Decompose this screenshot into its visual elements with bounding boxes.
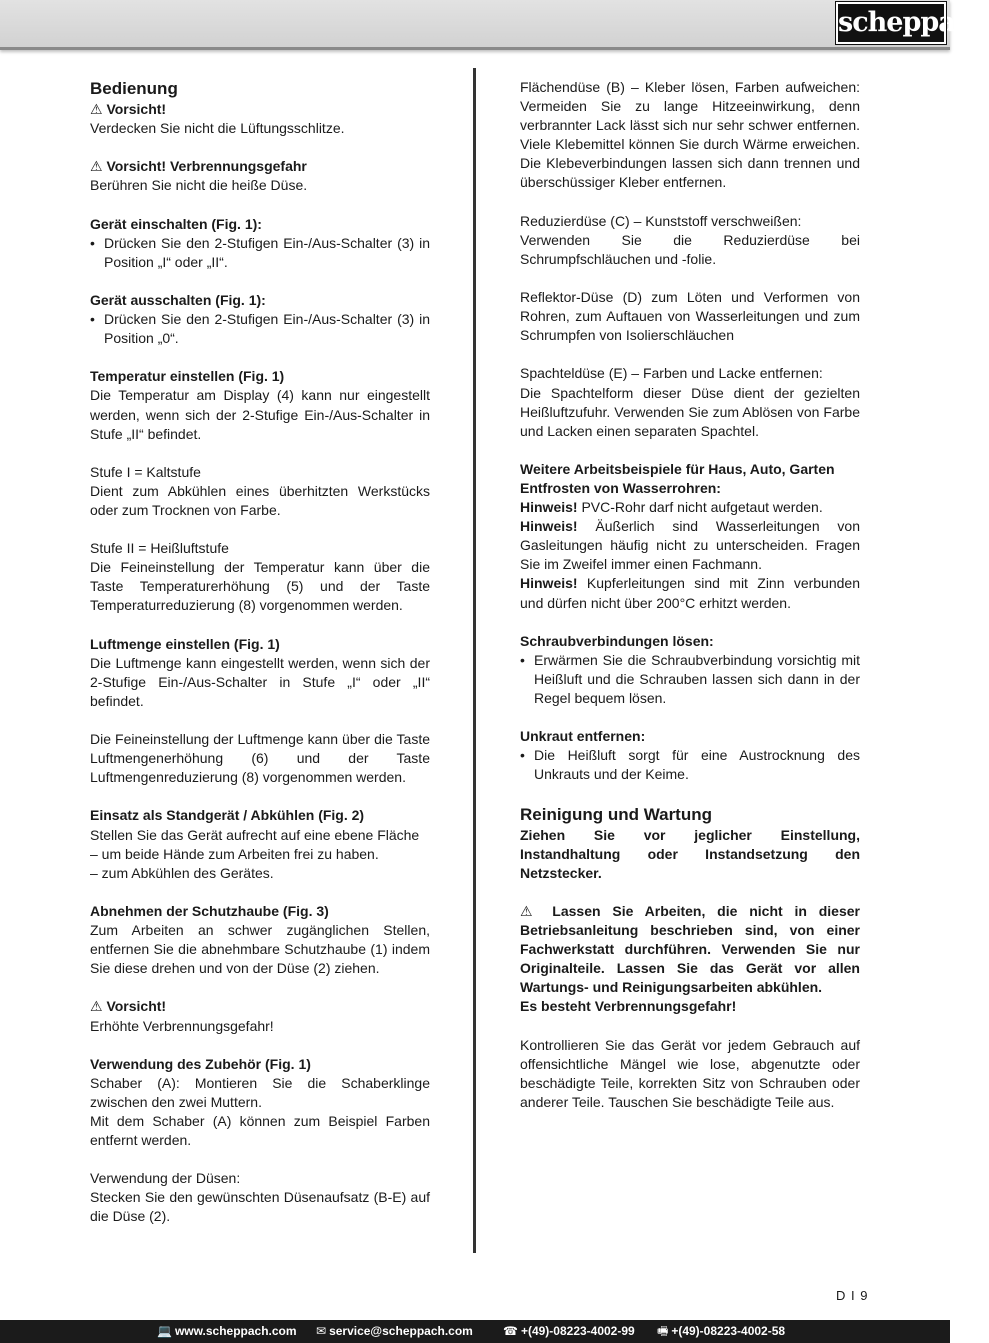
footer-website[interactable] xyxy=(157,1320,297,1343)
stage-2-text: Die Feineinstellung der Temperatur kann über die Taste Temperaturerhöhung (5) und der Taste Temperaturreduzierung (8) vorgenommen werden. xyxy=(90,559,430,614)
computer-icon: 💻 xyxy=(157,1324,172,1338)
section-title-maintenance: Reinigung und Wartung xyxy=(520,804,712,824)
air-volume-fine-text: Die Feineinstellung der Luftmenge kann über die Taste Luftmengenerhöhung (6) und der Taste Luftmengenreduzierung (8) vorgenommen werden. xyxy=(90,731,430,786)
examples-heading: Weitere Arbeitsbeispiele für Haus, Auto, Garten xyxy=(520,460,835,477)
footer-phone[interactable] xyxy=(503,1320,635,1343)
reflector-text: Reflektor-Düse (D) zum Löten und Verformen von Rohren, zum Auftauen von Wasserleitungen und zum Schrumpfen von Isolierschläuchen xyxy=(520,289,860,344)
temperature-text: Die Temperatur am Display (4) kann nur eingestellt werden, wenn sich der 2-Stufige Ein-/Aus-Schalter in Stufe „II“ befindet. xyxy=(90,387,430,442)
flat-nozzle-text: Flächendüse (B) – Kleber lösen, Farben aufweichen: Vermeiden Sie zu lange Hitzeeinwirkung, denn verbrannter Lack lässt sich nur sehr schwer entfernen. Viele Klebemittel können Sie durch Wärme erweichen. Die Klebeverbindungen lassen sich dann trennen und überschüssiger Kleber entfernen. xyxy=(520,79,860,191)
caution-heading: ⚠ Vorsicht! Verbrennungsgefahr xyxy=(90,158,307,175)
scraper-text: Die Spachtelform dieser Düse dient der gezielten Heißluftzufuhr. Verwenden Sie zum Ablösen von Farbe und Lacken einen separaten Spachtel. xyxy=(520,384,860,439)
hint-label: Hinweis! xyxy=(520,575,578,592)
switch-off-bullet: • Drücken Sie den 2-Stufigen Ein-/Aus-Schalter (3) in Position „0“. xyxy=(90,310,430,348)
maintenance-warning: Es besteht Verbrennungsgefahr! xyxy=(520,998,737,1015)
stand-text: Stellen Sie das Gerät aufrecht auf eine ebene Fläche xyxy=(90,826,420,843)
temperature-heading: Temperatur einstellen (Fig. 1) xyxy=(90,368,285,385)
hint-label: Hinweis! xyxy=(520,499,578,516)
footer-fax-text: +(49)-08223-4002-58 xyxy=(671,1324,786,1338)
stand-text: – zum Abkühlen des Gerätes. xyxy=(90,864,274,881)
hint-paragraph xyxy=(520,574,860,612)
air-volume-text: Die Luftmenge kann eingestellt werden, wenn sich der 2-Stufige Ein-/Aus-Schalter in Stufe „I“ oder „II“ befindet. xyxy=(90,654,430,709)
accessory-text: Schaber (A): Montieren Sie die Schaberklinge zwischen den zwei Muttern. xyxy=(90,1074,430,1110)
column-divider xyxy=(473,68,476,1253)
switch-off-heading: Gerät ausschalten (Fig. 1): xyxy=(90,291,266,308)
stage-2-heading: Stufe II = Heißluftstufe xyxy=(90,540,229,557)
hint-paragraph xyxy=(520,498,860,517)
screws-heading: Schraubverbindungen lösen: xyxy=(520,632,714,649)
caution-text: Verdecken Sie nicht die Lüftungsschlitze. xyxy=(90,120,345,137)
switch-on-bullet: • Drücken Sie den 2-Stufigen Ein-/Aus-Schalter (3) in Position „I“ oder „II“. xyxy=(90,234,430,272)
accessory-heading: Verwendung des Zubehör (Fig. 1) xyxy=(90,1055,311,1072)
nozzles-heading: Verwendung der Düsen: xyxy=(90,1170,241,1187)
header-bar xyxy=(0,0,989,50)
maintenance-warning: ⚠ Lassen Sie Arbeiten, die nicht in dieser Betriebsanleitung beschrieben sind, von einer Fachwerkstatt durchführen. Verwenden Sie nur Originalteile. Lassen Sie das Gerät vor allen Wartungs- und Reinigungsarbeiten abkühlen. xyxy=(520,902,860,996)
stage-1-text: Dient zum Abkühlen eines überhitzten Werkstücks oder zum Trocknen von Farbe. xyxy=(90,482,430,518)
hint-label: Hinweis! xyxy=(520,518,578,535)
nozzles-text: Stecken Sie den gewünschten Düsenaufsatz (B-E) auf die Düse (2). xyxy=(90,1189,430,1225)
scheppach-logo: scheppach xyxy=(836,2,946,44)
hint-text: Kupferleitungen sind mit Zinn verbunden und dürfen nicht über 200°C erhitzt werden. xyxy=(520,575,860,611)
footer-email[interactable] xyxy=(316,1320,473,1343)
left-column xyxy=(90,78,430,1227)
caution-heading: ⚠ Vorsicht! xyxy=(90,101,167,117)
stand-heading: Einsatz als Standgerät / Abkühlen (Fig. 2) xyxy=(90,807,365,824)
section-title-bedienung: Bedienung xyxy=(90,79,178,98)
hood-text: Zum Arbeiten an schwer zugänglichen Stellen, entfernen Sie die abnehmbare Schutzhaube (1) indem Sie diese drehen und von der Düse (2) ziehen. xyxy=(90,922,430,977)
caution-text: Erhöhte Verbrennungsgefahr! xyxy=(90,1017,274,1034)
envelope-icon: ✉ xyxy=(316,1324,327,1338)
scraper-heading: Spachteldüse (E) – Farben und Lacke entfernen: xyxy=(520,365,823,382)
hint-text: Äußerlich sind Wasserleitungen von Gasleitungen häufig nicht zu unterscheiden. Fragen Sie im Zweifel immer einen Fachmann. xyxy=(520,518,860,573)
footer-bar xyxy=(0,1320,950,1343)
caution-heading: ⚠ Vorsicht! xyxy=(90,998,167,1015)
accessory-text: Mit dem Schaber (A) können zum Beispiel Farben entfernt werden. xyxy=(90,1112,430,1149)
hint-paragraph xyxy=(520,517,860,574)
weeds-bullet: • Die Heißluft sorgt für eine Austrocknung des Unkrauts und der Keime. xyxy=(520,746,860,784)
hood-heading: Abnehmen der Schutzhaube (Fig. 3) xyxy=(90,902,329,919)
footer-website-text: www.scheppach.com xyxy=(174,1324,297,1338)
reducer-text: Verwenden Sie die Reduzierdüse bei Schrumpfschläuchen und -folie. xyxy=(520,231,860,267)
maintenance-text: Kontrollieren Sie das Gerät vor jedem Gebrauch auf offensichtliche Mängel wie lose, abgenutzte oder beschädigte Teile, korrekten Sitz von Schrauben oder anderer Teile. Tauschen Sie beschädigte Teile aus. xyxy=(520,1036,860,1110)
footer-phone-text: +(49)-08223-4002-99 xyxy=(520,1324,635,1338)
air-volume-heading: Luftmenge einstellen (Fig. 1) xyxy=(90,635,280,652)
screws-bullet: • Erwärmen Sie die Schraubverbindung vorsichtig mit Heißluft und die Schrauben lassen sich dann in der Regel bequem lösen. xyxy=(520,651,860,708)
maintenance-warning: Ziehen Sie vor jeglicher Einstellung, Instandhaltung oder Instandsetzung den Netzstecker. xyxy=(520,826,860,881)
reducer-heading: Reduzierdüse (C) – Kunststoff verschweißen: xyxy=(520,212,802,229)
switch-on-heading: Gerät einschalten (Fig. 1): xyxy=(90,215,262,232)
stand-text: – um beide Hände zum Arbeiten frei zu haben. xyxy=(90,845,379,862)
defrost-heading: Entfrosten von Wasserrohren: xyxy=(520,479,721,496)
footer-email-text: service@scheppach.com xyxy=(329,1324,473,1338)
stage-1-heading: Stufe I = Kaltstufe xyxy=(90,463,201,480)
footer-fax xyxy=(657,1320,785,1343)
page-number: D I 9 xyxy=(836,1288,869,1303)
telephone-icon: ☎ xyxy=(503,1324,518,1338)
hint-text: PVC-Rohr darf nicht aufgetaut werden. xyxy=(577,499,823,516)
fax-icon: 🖷 xyxy=(657,1324,669,1338)
weeds-heading: Unkraut entfernen: xyxy=(520,728,646,745)
right-column xyxy=(520,78,860,1112)
caution-text: Berühren Sie nicht die heiße Düse. xyxy=(90,177,308,194)
